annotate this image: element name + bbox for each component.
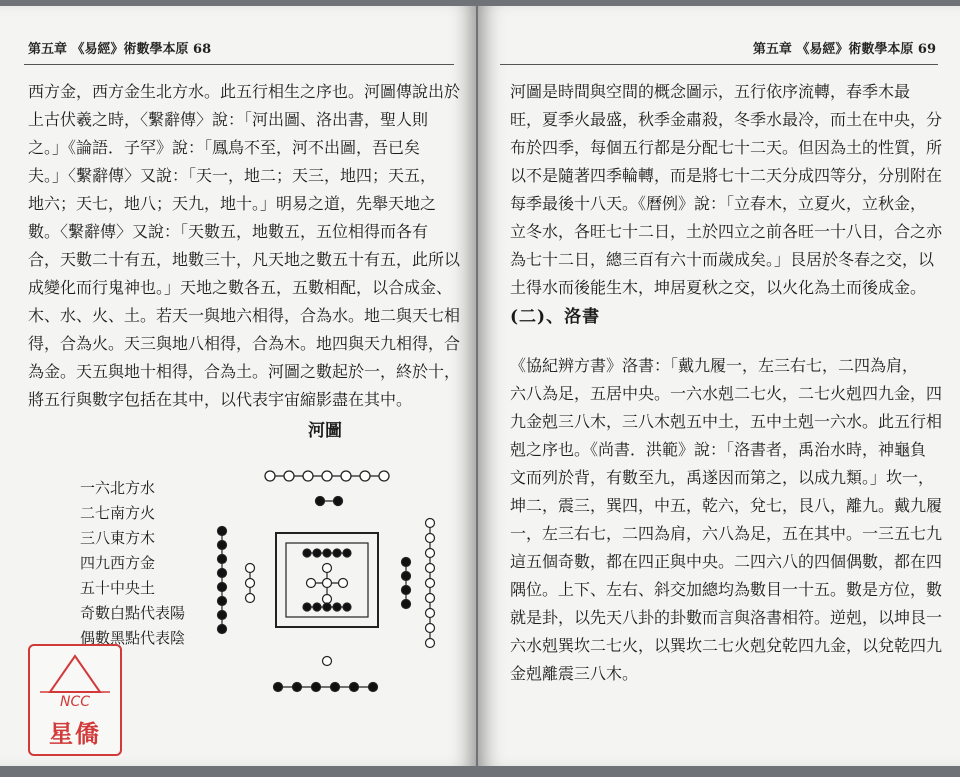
text-line: 合，天數二十有五，地數三十，凡天地之數五十有五，此所以 — [28, 250, 461, 269]
text-line: 金剋離震三八木。 — [510, 664, 639, 683]
inner-top-five-black-dots — [303, 549, 351, 557]
hetu-diagram — [210, 461, 460, 701]
stamp-name-text: 星僑 — [49, 719, 101, 748]
section-heading: (二)、洛書 — [510, 307, 601, 327]
text-line: 坤二，震三，巽四，中五，乾六，兌七，艮八，離九。戴九履 — [510, 496, 943, 515]
text-line: 為金。天五與地十相得，合為土。河圖之數起於一，終於十， — [28, 362, 461, 381]
east-three-white-dots — [246, 564, 255, 603]
south-two-black-dots — [316, 497, 343, 506]
text-line: 剋之序也。《尚書．洪範》說：「洛書者，禹治水時，神龜負 — [510, 440, 927, 459]
right-page — [478, 6, 960, 766]
right-header-rule — [500, 64, 938, 65]
text-line: 九金剋三八木，三八木剋五中土，五中土剋一六水。此五行相 — [510, 412, 943, 431]
figure-title: 河圖 — [308, 421, 342, 441]
text-line: 就是卦，以先天八卦的卦數而言與洛書相符。逆剋，以坤艮一 — [510, 608, 943, 627]
legend-item: 三八東方木 — [80, 529, 156, 547]
text-line: 成變化而行鬼神也。」天地之數各五，五數相配，以合成金、 — [28, 278, 453, 297]
text-line: 將五行與數字包括在其中，以代表宇宙縮影盡在其中。 — [28, 390, 413, 409]
text-line: 之。」《論語．子罕》說：「鳳鳥不至，河不出圖，吾已矣 — [28, 138, 421, 157]
right-body-text-2 — [510, 352, 942, 688]
center-five-white-dots — [307, 564, 348, 604]
text-line: 布於四季，每個五行都是分配七十二天。但因為土的性質，所 — [510, 138, 943, 157]
text-line: 《協紀辨方書》洛書：「戴九履一，左三右七，二四為肩， — [510, 356, 919, 375]
text-line: 得，合為火。天三與地八相得，合為木。地四與天九相得，合 — [28, 334, 461, 353]
left-running-header: 第五章 《易經》術數學本原 68 — [28, 42, 212, 57]
north-one-white-dot — [323, 657, 332, 666]
text-line: 為七十二日，總三百有六十而歲成矣。」艮居於冬春之交，以 — [510, 250, 935, 269]
north-six-black-dots — [274, 683, 378, 692]
text-line: 六水剋巽坎二七火，以巽坎二七火剋兌乾四九金，以兌乾四九 — [510, 636, 943, 655]
legend-item: 五十中央土 — [80, 579, 156, 597]
west-nine-white-dots — [426, 519, 435, 648]
text-line: 土得水而後能生木，坤居夏秋之交，以火化為土而後成金。 — [510, 278, 927, 297]
text-line: 每季最後十八天。《曆例》說：「立春木，立夏火，立秋金， — [510, 194, 927, 213]
inner-bottom-five-black-dots — [303, 603, 351, 611]
left-page — [0, 6, 476, 766]
text-line: 河圖是時間與空間的概念圖示，五行依序流轉，春季木最 — [510, 82, 911, 101]
legend-item: 偶數黑點代表陰 — [80, 629, 186, 647]
text-line: 以不是隨著四季輪轉，而是將七十二天分成四等分，分別附在 — [510, 166, 943, 185]
text-line: 這五個奇數，都在四正與中央。二四六八的四個偶數，都在四 — [510, 552, 943, 571]
west-four-black-dots — [402, 558, 411, 609]
text-line: 西方金，西方金生北方水。此五行相生之序也。河圖傳說出於 — [28, 82, 461, 101]
legend-item: 四九西方金 — [80, 554, 156, 572]
publisher-stamp — [28, 644, 122, 756]
text-line: 數。〈繫辭傳〉又說：「天數五，地數五，五位相得而各有 — [28, 222, 429, 241]
right-body-text — [510, 78, 942, 302]
text-line: 一，左三右七，二四為肩，六八為足，五在其中。一三五七九 — [510, 524, 943, 543]
legend-item: 一六北方水 — [80, 479, 156, 497]
text-line: 文而列於背，有數至九，禹遂因而第之，以成九類。」坎一， — [510, 468, 935, 487]
text-line: 立冬水，各旺七十二日，土於四立之前各旺一十八日，合之亦 — [510, 222, 943, 241]
left-body-text — [28, 78, 460, 414]
legend-item: 奇數白點代表陽 — [80, 604, 186, 622]
text-line: 旺，夏季火最盛，秋季金肅殺，冬季水最冷，而土在中央，分 — [510, 110, 943, 129]
south-seven-white-dots — [265, 471, 389, 481]
text-line: 地六；天七，地八；天九，地十。」明易之道，先舉天地之 — [28, 194, 437, 213]
left-header-rule — [24, 64, 454, 65]
east-eight-black-dots — [218, 527, 227, 634]
text-line: 木、水、火、土。若天一與地六相得，合為水。地二與天七相 — [28, 306, 461, 325]
stamp-ncc-text: NCC — [59, 694, 91, 710]
figure-legend — [80, 476, 185, 651]
text-line: 隅位。上下、左右、斜交加總均為數目一十五。數是方位，數 — [510, 580, 943, 599]
legend-item: 二七南方火 — [80, 504, 156, 522]
text-line: 夫。」〈繫辭傳〉又說：「天一，地二；天三，地四；天五， — [28, 166, 437, 185]
text-line: 上古伏羲之時，〈繫辭傳〉說：「河出圖、洛出書，聖人則 — [28, 110, 429, 129]
text-line: 六八為足，五居中央。一六水剋二七火，二七火剋四九金，四 — [510, 384, 943, 403]
right-running-header: 第五章 《易經》術數學本原 69 — [752, 42, 936, 57]
